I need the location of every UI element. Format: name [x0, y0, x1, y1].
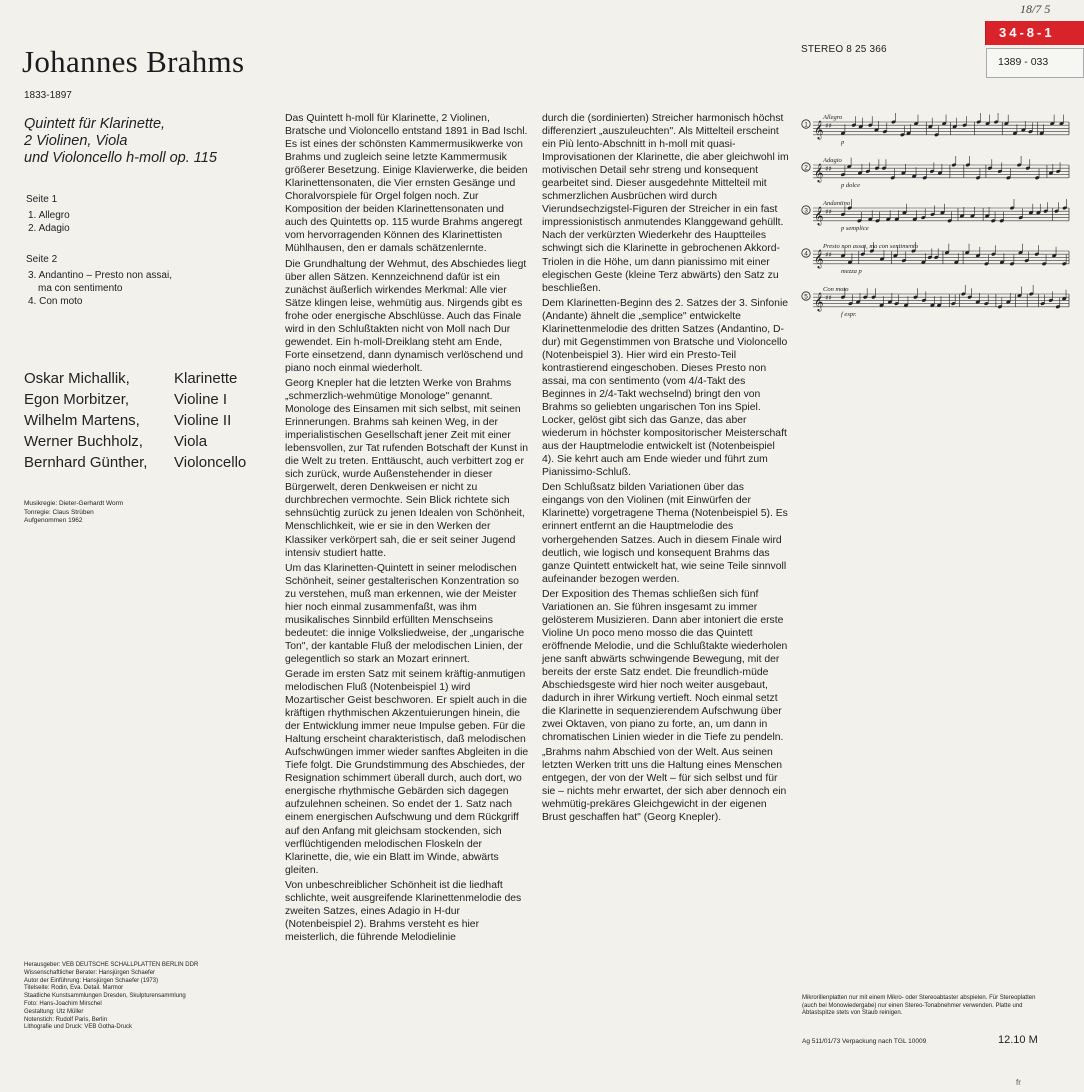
tempo-marking: Adagio: [823, 157, 842, 164]
credit-line: Aufgenommen 1962: [24, 517, 83, 524]
essay-paragraph: Die Grundhaltung der Wehmut, des Abschiedes liegt über allen Sätzen. Kennzeichnend dafür ist ein zunächst äußerlich wirkendes Merkmal: Alle vier Sätze klingen leise, wehmütig aus. Nirgends gibt es frohe oder energische Abschlüsse. Auch das Finale wird in den Schlußtakten nicht von Moll nach Dur gewendet. Ein h-moll-Dreiklang steht am Ende, Forte einsetzend, dann dynamisch verlöschend und piano noch einmal wiederholt.: [285, 258, 527, 374]
performer-row: [24, 368, 246, 389]
work-title-line: 2 Violinen, Viola: [24, 133, 128, 149]
production-credits: [24, 500, 123, 526]
playback-notice: Mikrorillenplatten nur mit einem Mikro- oder Stereoabtaster abspielen. Für Stereoplatten (auch bei Monowiedergabe) nur einen Stereo-Tonabnehmer verwenden. Platte und Abtastspitze stets von Staub reinigen.: [802, 995, 1036, 1016]
colophon-line: Herausgeber: VEB DEUTSCHE SCHALLPLATTEN BERLIN DDR: [24, 962, 199, 968]
key-signature: ♯♯: [825, 294, 832, 302]
essay-paragraph: Von unbeschreiblicher Schönheit ist die liedhaft schlichte, weit ausgreifende Klarinettenmelodie des zweiten Satzes, eines Adagio in H-dur (Notenbeispiel 2). Brahms versteht es hier meisterlich, die führende Melodielinie: [285, 879, 522, 943]
treble-clef-icon: 𝄞: [814, 206, 824, 225]
dynamic-marking: mezza p: [841, 268, 862, 275]
composer-dates: 1833-1897: [24, 90, 72, 101]
treble-clef-icon: 𝄞: [814, 120, 824, 139]
example-number: 4: [804, 250, 808, 258]
dynamic-marking: p dolce: [841, 182, 860, 189]
treble-clef-icon: 𝄞: [814, 249, 824, 268]
performer-instrument: Violine II: [174, 412, 232, 429]
track: ma con sentimento: [38, 283, 123, 294]
price-sticker: 34-8-1: [985, 21, 1084, 45]
music-examples: [801, 110, 1073, 325]
composer-name: Johannes Brahms: [22, 44, 245, 79]
performer-row: [24, 431, 246, 452]
performer-name: Egon Morbitzer,: [24, 391, 130, 408]
example-number: 1: [804, 121, 808, 129]
performer-name: Wilhelm Martens,: [24, 412, 140, 429]
example-number: 2: [804, 164, 808, 172]
treble-clef-icon: 𝄞: [814, 163, 824, 182]
performer-instrument: Violine I: [174, 391, 228, 408]
essay-paragraph: „Brahms nahm Abschied von der Welt. Aus seinen letzten Werken tritt uns die Haltung eines Menschen entgegen, der von der Welt – für sich selbst und für sie – nichts mehr erwartet, der sich aber dennoch ein wehmütig-prekäres Gleichgewicht in der eigenen Brust geschaffen hat" (Georg Knepler).: [542, 747, 787, 824]
price-code: 12.10 M: [998, 1034, 1038, 1046]
work-title: [24, 116, 264, 167]
performer-row: [24, 452, 246, 473]
side-label: Seite 2: [26, 254, 58, 265]
performer-row: [24, 389, 246, 410]
essay-column-1: [285, 112, 529, 946]
track: 1. Allegro: [28, 210, 70, 221]
essay-paragraph: Um das Klarinetten-Quintett in seiner melodischen Schönheit, seiner gestalterischen Konzentration so zu verstehen, muß man erkennen, wie der Meister hier noch einmal zusammenfaßt, was ihm musikalisches Sinnbild erfüllten Menschseins bedeutet: die innige Volksliedweise, der „ungarische Ton", der kantable Fluß der melodischen Linien, der gelegentlich so stark an Mozart erinnert.: [285, 562, 525, 665]
key-signature: ♯♯: [825, 122, 832, 130]
colophon-line: Lithografie und Druck: VEB Gotha-Druck: [24, 1024, 133, 1031]
credit-line: Musikregie: Dieter-Gerhardt Worm: [24, 500, 124, 507]
essay-paragraph: Den Schlußsatz bilden Variationen über das eingangs von den Violinen (mit Einwürfen der Klarinette) vorgetragene Thema (Notenbeispiel 5). Es erinnert entfernt an die Hauptmelodie des vorhergehenden Satzes. Auch in diesem Finale wird deutlich, wie logisch und konsequent Brahms das ganze Quintett entwickelt hat, wie seine Teile sinnvoll aufeinander bezogen werden.: [542, 482, 788, 585]
key-signature: ♯♯: [825, 165, 832, 173]
performer-name: Bernhard Günther,: [24, 454, 148, 471]
key-signature: ♯♯: [825, 251, 832, 259]
colophon-line: Wissenschaftlicher Berater: Hansjürgen Schaefer: [24, 969, 156, 976]
treble-clef-icon: 𝄞: [814, 292, 824, 311]
essay-paragraph: durch die (sordinierten) Streicher harmonisch höchst differenziert „auszuleuchten". Als Mittelteil erscheint ein Più lento-Abschnitt in h-moll mit quasi-Improvisationen der Klarinette, die aber gleichwohl im motivischen Detail sehr streng und konsequent gearbeitet sind. Dieser ausgedehnte Mittelteil mit schmerzlichen Ausbrüchen wird durch Vierundsechzigstel-Figuren der Streicher in ein fast impressionistisch anmutendes Klanggewand gehüllt. Nach der verkürzten Wiederkehr des Hauptteiles schwingt sich die Klarinette in gebrochenen Akkord-Triolen in die Höhe, um dann pianissimo mit einer elegischen Geste (kleine Terz abwärts) den Satz zu beschließen.: [542, 113, 789, 294]
essay-paragraph: Das Quintett h-moll für Klarinette, 2 Violinen, Bratsche und Violoncello entstand 1891 in Bad Ischl. Es ist eines der schönsten Kammermusikwerke von Brahms und zugleich seine letzte Kammermusik größerer Besetzung. Einige Klavierwerke, die beiden Klarinettensonaten, die Vier ernsten Gesänge und Choralvorspiele für Orgel folgen noch. Zur Komposition der beiden Klarinettensonaten und auch des Quintetts op. 115 wurde Brahms angeregt vom hervorragenden Können des Klarinettisten Mühlhausen, den er damals schätzenlernte.: [285, 113, 528, 255]
tempo-marking: Con moto: [823, 286, 849, 293]
handwritten-note: 18/7 5: [1020, 2, 1051, 16]
tempo-marking: Allegro: [823, 114, 843, 121]
tempo-marking: Andantino: [823, 200, 851, 207]
performer-instrument: Violoncello: [174, 454, 247, 471]
performer-name: Werner Buchholz,: [24, 433, 143, 450]
license-line: Ag 511/01/73 Verpackung nach TGL 10009: [802, 1038, 927, 1045]
essay-paragraph: Georg Knepler hat die letzten Werke von Brahms „schmerzlich-wehmütige Monologe" genannt. Monologe des Einsamen mit sich selbst, mit seinen Erinnerungen. Brahms sah keinen Weg, in der imperialistischen Gesellschaft jener Zeit mit einer lebensvollen, zur Tat rufenden Botschaft der Kunst in die Welt zu treten. Enttäuscht, auch verbittert zog er sich zurück, wurde Außenstehender in dieser Bürgerwelt, deren Denkweisen er nicht zu durchbrechen vermochte. Sein Blick richtete sich sehnsüchtig zurück zu jenen Idealen von Schönheit, Menschlichkeit, wie er sie in den Werken der Klassiker verkörpert sah, die er seit seiner Jugend intensiv studiert hatte.: [285, 377, 528, 559]
corner-mark: fr: [1016, 1078, 1021, 1087]
essay-paragraph: Gerade im ersten Satz mit seinem kräftig-anmutigen melodischen Fluß (Notenbeispiel 1) wird Mozartischer Geist beschworen. Er spielt auch in die kräftigen rhythmischen Akzentuierungen hinein, die der Entwicklung immer neue Impulse geben. Für die Haltung erscheint charakteristisch, daß melodischen Aufschwüngen immer wieder sanftes Abgleiten in die Tiefe folgt. Die Grundstimmung des Abschiedes, der Resignation schimmert überall durch, auch dort, wo energische rhythmische Gebärden sich dagegen aufzulehnen scheinen. So endet der 1. Satz nach einem energischen Aufschwung und dem Rückgriff auf den Anfang mit gleichsam stockenden, sich verflüchtigenden melodischen Floskeln der Klarinette, die, wie ein Blatt im Winde, abwärts gleiten.: [285, 668, 529, 876]
performer-instrument: Klarinette: [174, 370, 238, 387]
work-title-line: und Violoncello h-moll op. 115: [24, 150, 217, 166]
track: 3. Andantino – Presto non assai,: [28, 270, 172, 281]
example-number: 3: [804, 207, 808, 215]
performers-list: [24, 368, 246, 473]
colophon-line: Gestaltung: Utz Müller: [24, 1008, 84, 1015]
essay-paragraph: Der Exposition des Themas schließen sich fünf Variationen an. Sie führen insgesamt zu immer gelösterem Musizieren. Dann aber intoniert die erste Violine Un poco meno mosso die das Quintett eröffnende Melodie, und die Schlußtakte wiederholen jene sanft abwärts schwingende Bewegung, mit der bereits der erste Satz endet. Die freundlich-müde Abschiedsgeste wird hier noch weiter ausgebaut, dadurch in ihrer Wirkung vertieft. Noch einmal setzt die Klarinette in sequenzierendem Aufschwung über zwei Oktaven, von piano zu forte, an, um dann in chromatischen Linien wieder in die Tiefe zu pendeln.: [542, 588, 788, 744]
track: 2. Adagio: [28, 223, 70, 234]
tempo-marking: Presto non assai, ma con sentimento: [823, 243, 919, 250]
side-1-list: [26, 193, 70, 235]
work-title-line: Quintett für Klarinette,: [24, 116, 166, 132]
colophon-line: Notenstich: Rudolf Paris, Berlin: [24, 1016, 108, 1023]
essay-paragraph: Dem Klarinetten-Beginn des 2. Satzes der 3. Sinfonie (Andante) ähnelt die „semplice" entwickelte Klarinettenmelodie des dritten Satzes (Andantino, D-dur) mit Gegenstimmen von Bratsche und Violoncello (Notenbeispiel 3). Hier wird ein Presto-Teil kontrastierend eingeschoben. Dieses Presto non assai, ma con sentimento (vom 4/4-Takt des Beginnes in 2/4-Takt wechselnd) bringt den von Brahms so geliebten ungarischen Ton ins Spiel. Locker, gelöst gibt sich das Ganze, das aber wiederum in höchster kompositorischer Meisterschaft aus der Hauptmelodie entwickelt ist (Notenbeispiel 4). Sie kehrt auch am Ende wieder und führt zum Pianissimo-Schluß.: [542, 297, 789, 479]
dynamic-marking: p: [841, 139, 845, 146]
track: 4. Con moto: [28, 296, 83, 307]
dynamic-marking: f espr.: [841, 311, 857, 318]
essay-column-2: [542, 112, 789, 827]
performer-row: [24, 410, 246, 431]
colophon-line: Staatliche Kunstsammlungen Dresden, Skulpturensammlung: [24, 993, 186, 1000]
performer-instrument: Viola: [174, 433, 208, 450]
key-signature: ♯♯: [825, 208, 832, 216]
catalog-number: 1389 - 033: [998, 56, 1049, 68]
performer-name: Oskar Michallik,: [24, 370, 130, 387]
colophon: [24, 962, 274, 1032]
example-number: 5: [804, 293, 808, 301]
credit-line: Tonregie: Claus Strüben: [24, 508, 94, 516]
side-2-list: [26, 253, 172, 308]
dynamic-marking: p semplice: [841, 225, 869, 232]
colophon-line: Autor der Einführung: Hansjürgen Schaefer (1973): [24, 977, 159, 984]
stereo-label: STEREO 8 25 366: [801, 44, 887, 55]
colophon-line: Titelseite: Rodin, Eva. Detail. Marmor: [24, 985, 124, 992]
colophon-line: Foto: Hans-Joachim Mirschel: [24, 1000, 102, 1007]
side-label: Seite 1: [26, 194, 58, 205]
